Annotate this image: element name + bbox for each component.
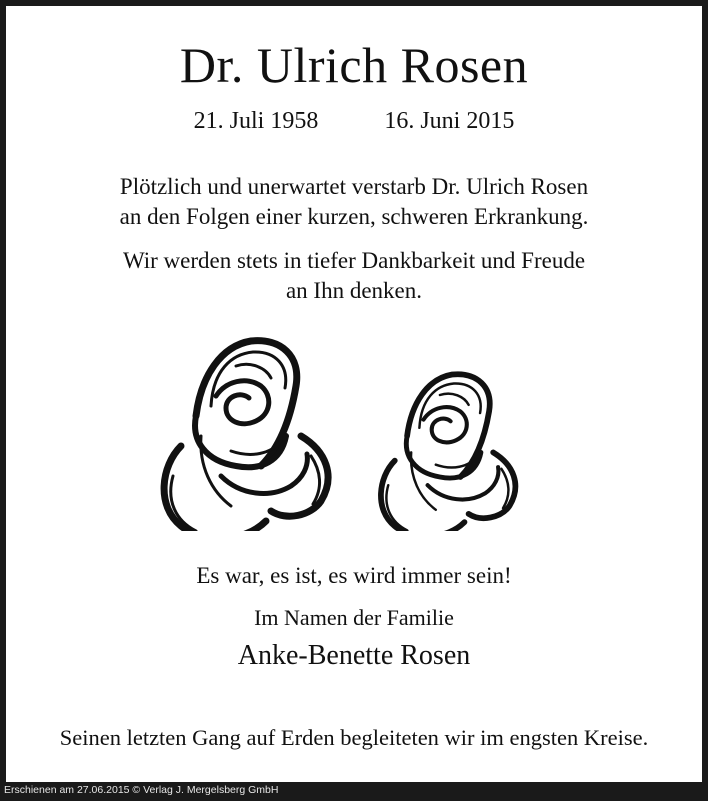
publication-footer: Erschienen am 27.06.2015 © Verlag J. Mergelsberg GmbH	[4, 784, 279, 796]
announcement-line: Plötzlich und unerwartet verstarb Dr. Ulrich Rosen	[119, 174, 589, 199]
deceased-name: Dr. Ulrich Rosen	[179, 37, 529, 93]
rose-icon	[164, 341, 328, 531]
funeral-note: Seinen letzten Gang auf Erden begleiteten wir im engsten Kreise.	[59, 725, 649, 750]
remembrance-text	[6, 246, 702, 306]
roses-ornament	[6, 321, 702, 531]
memorial-quote: Es war, es ist, es wird immer sein!	[196, 563, 512, 588]
announcement-line: an den Folgen einer kurzen, schweren Erkrankung.	[119, 204, 589, 229]
birth-date: 21. Juli 1958	[193, 108, 319, 134]
death-date: 16. Juni 2015	[384, 108, 515, 134]
rose-icon	[381, 374, 515, 531]
family-signatory: Anke-Benette Rosen	[237, 640, 471, 671]
announcement-text	[6, 172, 702, 232]
remembrance-line: Wir werden stets in tiefer Dankbarkeit und Freude	[122, 248, 586, 273]
remembrance-line: an Ihn denken.	[285, 278, 423, 303]
family-label: Im Namen der Familie	[254, 605, 454, 630]
life-dates	[6, 108, 702, 135]
obituary-notice	[6, 6, 702, 782]
